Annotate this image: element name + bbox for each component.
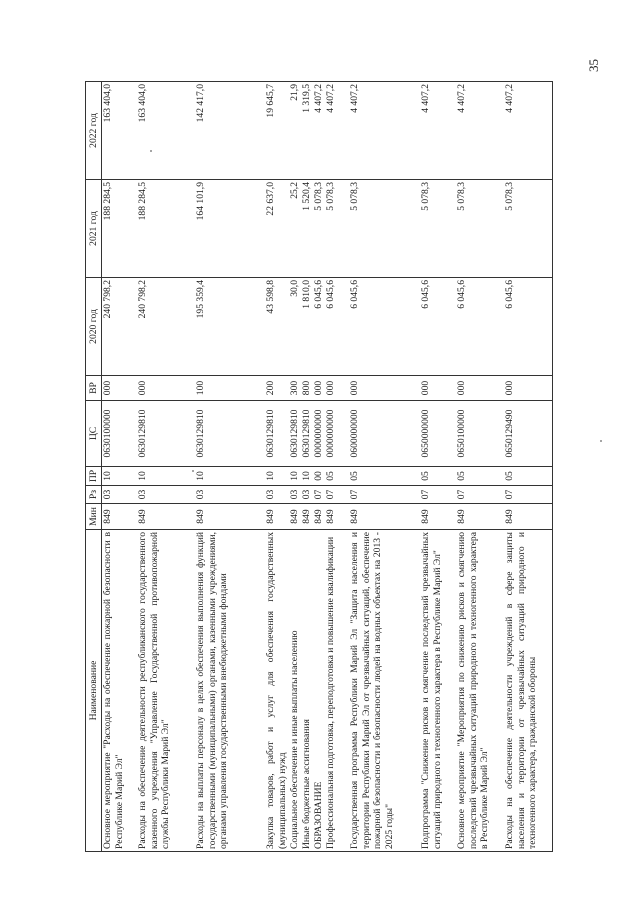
cell-pr: 05 — [325, 467, 349, 486]
cell-vr: 800 — [301, 376, 313, 401]
cell-cs: 0000000000 — [313, 401, 325, 467]
table-row — [349, 82, 420, 852]
table-row — [289, 82, 301, 852]
table-row — [313, 82, 325, 852]
header-rz: Рз — [86, 486, 102, 504]
cell-rz: 07 — [313, 486, 325, 504]
cell-vr: 000 — [102, 376, 138, 401]
cell-2020: 6 045,6 — [325, 278, 349, 376]
budget-table — [85, 81, 553, 852]
header-2021: 2021 год — [86, 180, 102, 278]
cell-min: 849 — [325, 504, 349, 530]
cell-cs: 0630129810 — [301, 401, 313, 467]
cell-2021: 22 637,0 — [265, 180, 289, 278]
cell-cs: 0000000000 — [325, 401, 349, 467]
cell-vr: 000 — [313, 376, 325, 401]
cell-2022: 4 407,2 — [456, 82, 504, 180]
table-row — [325, 82, 349, 852]
cell-2022: 163 404,0 — [137, 82, 195, 180]
cell-2022: 4 407,2 — [420, 82, 456, 180]
cell-min: 849 — [289, 504, 301, 530]
cell-2020: 240 798,2 — [102, 278, 138, 376]
cell-rz: 07 — [456, 486, 504, 504]
cell-name: Основное мероприятие "Расходы на обеспечение пожарной безопасности в Республике Марий Эл" — [102, 530, 138, 852]
budget-table-rotated — [85, 82, 573, 852]
cell-vr: 200 — [265, 376, 289, 401]
cell-2021: 164 101,9 — [195, 180, 265, 278]
cell-pr: 05 — [456, 467, 504, 486]
cell-cs: 0630129810 — [137, 401, 195, 467]
cell-vr: 000 — [420, 376, 456, 401]
cell-2021: 188 284,5 — [102, 180, 138, 278]
cell-pr: 10 — [195, 467, 265, 486]
cell-min: 849 — [265, 504, 289, 530]
cell-min: 849 — [301, 504, 313, 530]
cell-name: ОБРАЗОВАНИЕ — [313, 530, 325, 852]
cell-2022: 1 319,5 — [301, 82, 313, 180]
cell-name: Социальное обеспечение и иные выплаты населению — [289, 530, 301, 852]
cell-pr: 00 — [313, 467, 325, 486]
cell-2021: 5 078,3 — [504, 180, 553, 278]
header-min: Мин — [86, 504, 102, 530]
header-2022: 2022 год — [86, 82, 102, 180]
cell-pr: 10 — [265, 467, 289, 486]
cell-cs: 0650000000 — [420, 401, 456, 467]
cell-cs: 0630100000 — [102, 401, 138, 467]
cell-name: Подпрограмма "Снижение рисков и смягчение последствий чрезвычайных ситуаций природного и техногенного характера в Республике Марий Эл" — [420, 530, 456, 852]
table-row — [137, 82, 195, 852]
cell-name: Государственная программа Республики Марий Эл "Защита населения и территории Республики Марий Эл от чрезвычайных ситуаций, обеспечение пожарной безопасности и безопасности людей на водных объектах на 2013 - 2025 годы" — [349, 530, 420, 852]
cell-2021: 25,2 — [289, 180, 301, 278]
cell-2020: 1 810,0 — [301, 278, 313, 376]
cell-pr: 05 — [349, 467, 420, 486]
cell-pr: 10 — [301, 467, 313, 486]
cell-name: Иные бюджетные ассигнования — [301, 530, 313, 852]
table-row — [301, 82, 313, 852]
table-row — [195, 82, 265, 852]
cell-2020: 195 359,4 — [195, 278, 265, 376]
cell-2020: 6 045,6 — [313, 278, 325, 376]
cell-2022: 4 407,2 — [349, 82, 420, 180]
cell-vr: 300 — [289, 376, 301, 401]
cell-pr: 05 — [420, 467, 456, 486]
cell-name: Профессиональная подготовка, переподготовка и повышение квалификации — [325, 530, 349, 852]
cell-cs: 0630129810 — [289, 401, 301, 467]
cell-2022: 21,9 — [289, 82, 301, 180]
cell-2022: 142 417,0 — [195, 82, 265, 180]
table-row — [265, 82, 289, 852]
cell-min: 849 — [195, 504, 265, 530]
cell-rz: 07 — [504, 486, 553, 504]
cell-2020: 240 798,2 — [137, 278, 195, 376]
cell-vr: 000 — [456, 376, 504, 401]
scan-speck — [600, 440, 602, 442]
cell-2022: 4 407,2 — [313, 82, 325, 180]
cell-min: 849 — [456, 504, 504, 530]
cell-rz: 07 — [420, 486, 456, 504]
cell-cs: 0630129810 — [265, 401, 289, 467]
cell-vr: 100 — [195, 376, 265, 401]
cell-cs: 0600000000 — [349, 401, 420, 467]
cell-2020: 30,0 — [289, 278, 301, 376]
cell-cs: 0650129490 — [504, 401, 553, 467]
table-row — [420, 82, 456, 852]
cell-2021: 5 078,3 — [313, 180, 325, 278]
cell-vr: 000 — [504, 376, 553, 401]
cell-2020: 43 598,8 — [265, 278, 289, 376]
cell-2020: 6 045,6 — [349, 278, 420, 376]
cell-rz: 03 — [195, 486, 265, 504]
cell-2021: 5 078,3 — [420, 180, 456, 278]
cell-cs: 0630129810 — [195, 401, 265, 467]
cell-pr: 10 — [137, 467, 195, 486]
cell-vr: 000 — [325, 376, 349, 401]
header-name: Наименование — [86, 530, 102, 852]
cell-vr: 000 — [349, 376, 420, 401]
table-row — [504, 82, 553, 852]
header-vr: ВР — [86, 376, 102, 401]
cell-rz: 03 — [102, 486, 138, 504]
cell-2020: 6 045,6 — [456, 278, 504, 376]
cell-2021: 5 078,3 — [456, 180, 504, 278]
cell-2022: 19 645,7 — [265, 82, 289, 180]
cell-2020: 6 045,6 — [504, 278, 553, 376]
header-cs: ЦС — [86, 401, 102, 467]
cell-rz: 03 — [301, 486, 313, 504]
cell-name: Основное мероприятие "Мероприятия по снижению рисков и смягчению последствий чрезвычайных ситуаций природного и техногенного характера в Республике Марий Эл" — [456, 530, 504, 852]
cell-rz: 03 — [289, 486, 301, 504]
cell-name: Расходы на обеспечение деятельности республиканского государственного казенного учреждения "Управление Государственной противопожарной службы Республики Марий Эл" — [137, 530, 195, 852]
cell-2021: 1 520,4 — [301, 180, 313, 278]
table-header-row — [86, 82, 102, 852]
cell-2022: 163 404,0 — [102, 82, 138, 180]
table-row — [102, 82, 138, 852]
cell-2021: 188 284,5 — [137, 180, 195, 278]
page-number: 35 — [586, 59, 601, 72]
cell-rz: 07 — [349, 486, 420, 504]
cell-2021: 5 078,3 — [349, 180, 420, 278]
cell-min: 849 — [102, 504, 138, 530]
cell-2021: 5 078,3 — [325, 180, 349, 278]
cell-pr: 10 — [102, 467, 138, 486]
cell-2020: 6 045,6 — [420, 278, 456, 376]
cell-name: Расходы на обеспечение деятельности учреждений в сфере защиты населения и территории от чрезвычайных ситуаций природного и техногенного характера, гражданской обороны — [504, 530, 553, 852]
cell-min: 849 — [504, 504, 553, 530]
cell-min: 849 — [420, 504, 456, 530]
cell-rz: 07 — [325, 486, 349, 504]
header-2020: 2020 год — [86, 278, 102, 376]
header-pr: ПР — [86, 467, 102, 486]
cell-2022: 4 407,2 — [325, 82, 349, 180]
table-row — [456, 82, 504, 852]
cell-rz: 03 — [137, 486, 195, 504]
cell-min: 849 — [137, 504, 195, 530]
cell-2022: 4 407,2 — [504, 82, 553, 180]
cell-name: Закупка товаров, работ и услуг для обеспечения государственных (муниципальных) нужд — [265, 530, 289, 852]
cell-min: 849 — [313, 504, 325, 530]
cell-min: 849 — [349, 504, 420, 530]
cell-name: Расходы на выплаты персоналу в целях обеспечения выполнения функций государственными (муниципальными) органами, казенными учреждениями, органами управления государственными внебюджетными фондами — [195, 530, 265, 852]
cell-rz: 03 — [265, 486, 289, 504]
cell-pr: 05 — [504, 467, 553, 486]
cell-vr: 000 — [137, 376, 195, 401]
cell-pr: 10 — [289, 467, 301, 486]
cell-cs: 0650100000 — [456, 401, 504, 467]
